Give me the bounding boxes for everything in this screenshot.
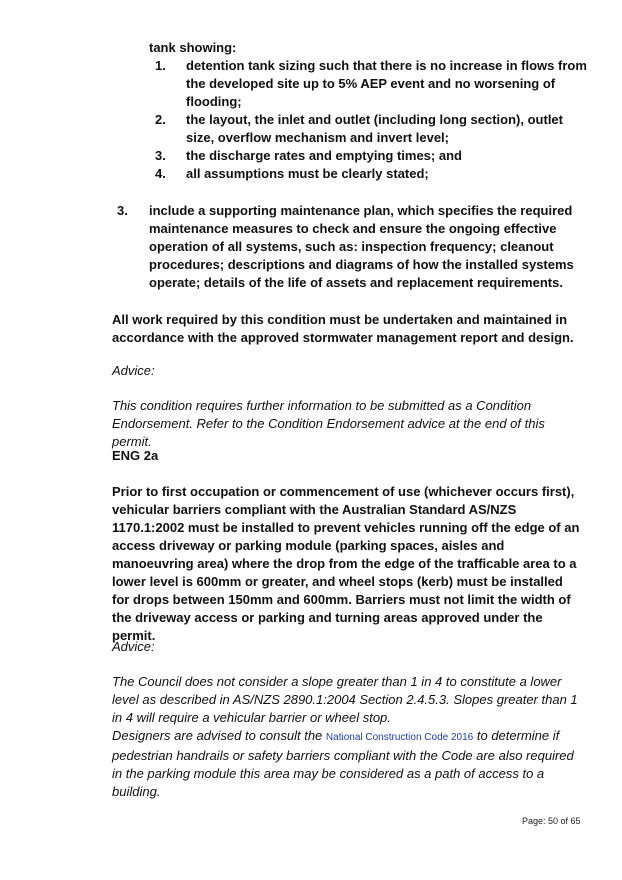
- advice-label: Advice:: [112, 363, 155, 378]
- page-number: Page: 50 of 65: [522, 816, 581, 826]
- list-item-text: all assumptions must be clearly stated;: [186, 166, 429, 181]
- designers-text-end: to determine if pedestrian handrails or safety barriers compliant with the Code are also required in the parking module this area may be considered as a path of access to a building.: [112, 728, 574, 799]
- national-construction-code-link[interactable]: National Construction Code 2016: [325, 732, 474, 743]
- designers-text-start: Designers are advised to consult the: [112, 728, 323, 743]
- list-item: [149, 57, 589, 111]
- tank-requirements-list: [149, 57, 589, 183]
- list-item: [149, 111, 589, 147]
- list-item-number: 1.: [155, 58, 166, 73]
- list-item: [149, 165, 589, 183]
- advice-paragraph: The Council does not consider a slope greater than 1 in 4 to constitute a lower level as described in AS/NZS 2890.1:2004 Section 2.4.5.3. Slopes greater than 1 in 4 will require a vehicular barrier or wheel stop.: [112, 674, 578, 725]
- designers-paragraph: [112, 727, 582, 801]
- list-item-number: 2.: [155, 112, 166, 127]
- list-item-number: 3.: [155, 148, 166, 163]
- eng-2a-paragraph: Prior to first occupation or commencement of use (whichever occurs first), vehicular barriers compliant with the Australian Standard AS/NZS 1170.1:2002 must be installed to prevent vehicles running off the edge of an access driveway or parking module (parking spaces, aisles and manoeuvring area) where the drop from the edge of the trafficable area to a lower level is 600mm or greater, and wheel stops (kerb) must be installed for drops between 150mm and 600mm. Barriers must not limit the width of the driveway access or parking and turning areas approved under the permit.: [112, 484, 580, 643]
- list-item-text: the layout, the inlet and outlet (including long section), outlet size, overflow mechanism and invert level;: [186, 112, 563, 145]
- section-heading: ENG 2a: [112, 448, 159, 463]
- list-item-text: include a supporting maintenance plan, which specifies the required maintenance measures to check and ensure the ongoing effective operation of all systems, such as: inspection frequency; cleanout procedures; descriptions and diagrams of how the installed systems operate; details of the life of assets and replacement requirements.: [149, 203, 574, 290]
- all-work-paragraph: All work required by this condition must be undertaken and maintained in accordance with the approved stormwater management report and design.: [112, 312, 574, 345]
- advice-label: Advice:: [112, 639, 155, 654]
- list-item: [149, 147, 589, 165]
- maintenance-plan-item: [117, 202, 577, 292]
- list-item-number: 4.: [155, 166, 166, 181]
- list-item-text: the discharge rates and emptying times; and: [186, 148, 462, 163]
- list-item-number: 3.: [117, 203, 128, 218]
- tank-showing-lead: tank showing:: [149, 40, 237, 55]
- advice-paragraph: This condition requires further information to be submitted as a Condition Endorsement. Refer to the Condition Endorsement advice at the end of this permit.: [112, 398, 545, 449]
- list-item-text: detention tank sizing such that there is no increase in flows from the developed site up to 5% AEP event and no worsening of flooding;: [186, 58, 587, 109]
